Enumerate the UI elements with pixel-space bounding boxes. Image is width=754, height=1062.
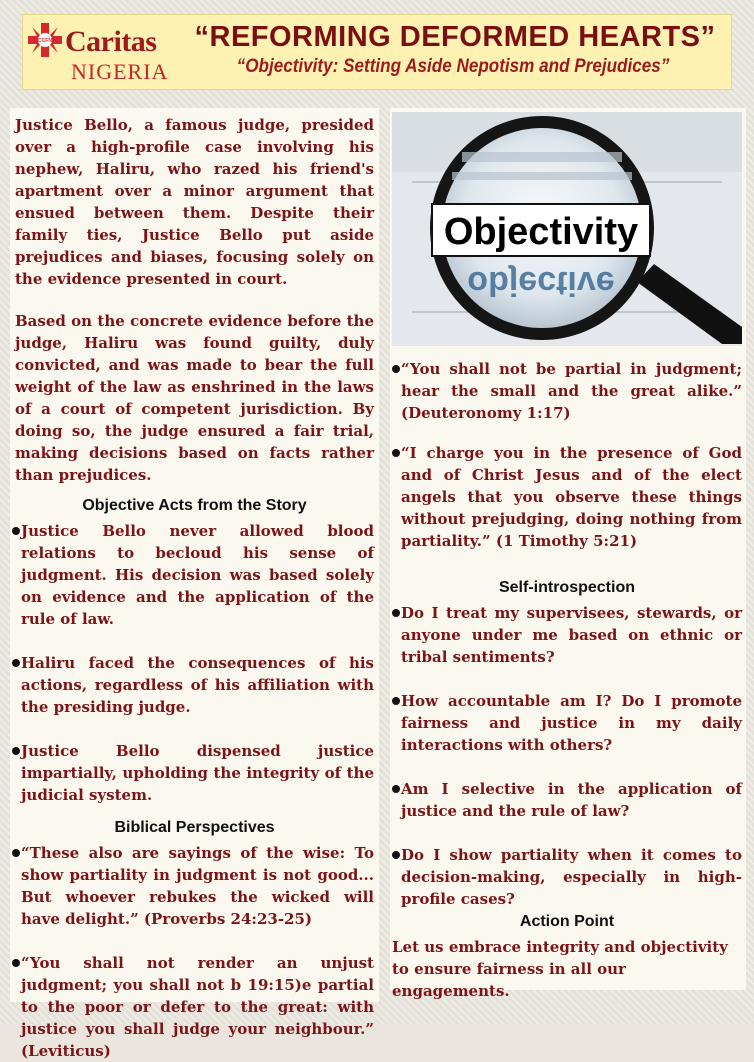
biblical-perspectives-list: [15, 842, 374, 1062]
image-word: Objectivity: [443, 211, 639, 253]
org-country: NIGERIA: [71, 59, 169, 84]
right-column: [390, 108, 746, 1000]
list-item: “You shall not be partial in judgment; hear the small and the great alike.” (Deuteronomy 1:17): [401, 358, 742, 424]
magnifying-glass-image: [392, 112, 742, 346]
page-subtitle: “Objectivity: Setting Aside Nepotism and Prejudices”: [236, 56, 670, 77]
action-point-text: Let us embrace integrity and objectivity to ensure fairness in all our engagements.: [392, 938, 728, 1000]
caritas-logo-icon: [28, 23, 62, 57]
bullet-icon: [12, 849, 20, 857]
page-title: “REFORMING DEFORMED HEARTS”: [194, 21, 716, 53]
story-paragraph: Based on the concrete evidence before the judge, Haliru was found guilty, duly convicted, and was made to bear the full weight of the law as enshrined in the laws of a court of competent jurisdiction. By doing so, the judge ensured a fair trial, making decisions based on facts rather than prejudices.: [15, 312, 374, 484]
list-item: Justice Bello never allowed blood relations to becloud his sense of judgment. His decision was based solely on evidence and the application of the rule of law.: [21, 520, 374, 630]
bullet-icon: [12, 747, 20, 755]
bullet-icon: [392, 609, 400, 617]
bullet-icon: [392, 851, 400, 859]
header-banner: [22, 14, 732, 90]
list-item: “These also are sayings of the wise: To show partiality in judgment is not good... But whoever rebukes the wicked will have delight.” (Proverbs 24:23-25): [21, 842, 374, 930]
objective-acts-list: [15, 520, 374, 806]
story-paragraph: Justice Bello, a famous judge, presided over a high-profile case involving his nephew, Haliru, who razed his friend's apartment over a minor argument that ensued between them. Despite their family ties, Justice Bello put aside prejudices and biases, focusing solely on the evidence presented in court.: [15, 116, 374, 288]
list-item: How accountable am I? Do I promote fairness and justice in my daily interactions with others?: [401, 690, 742, 756]
magnifier-icon: [392, 112, 742, 346]
list-item: Justice Bello dispensed justice impartially, upholding the integrity of the judicial system.: [21, 740, 374, 806]
bullet-icon: [392, 785, 400, 793]
list-item: “I charge you in the presence of God and of Christ Jesus and of the elect angels that you observe these things without prejudging, doing nothing from partiality.” (1 Timothy 5:21): [401, 442, 742, 552]
bullet-icon: [392, 365, 400, 373]
list-item: Do I show partiality when it comes to decision-making, especially in high-profile cases?: [401, 844, 742, 910]
action-point-heading: Action Point: [519, 913, 615, 930]
left-column: [10, 108, 379, 1060]
self-introspection-heading: Self-introspection: [498, 579, 635, 596]
list-item: Do I treat my supervisees, stewards, or anyone under me based on ethnic or tribal sentiments?: [401, 602, 742, 668]
biblical-perspectives-heading: Biblical Perspectives: [114, 819, 275, 836]
bullet-icon: [12, 659, 20, 667]
self-introspection-list: [392, 602, 742, 910]
scripture-quotes-list: [392, 358, 742, 552]
logo-badge-text: CCFN: [38, 38, 52, 44]
org-name: Caritas: [65, 25, 157, 58]
list-item: Haliru faced the consequences of his actions, regardless of his affiliation with the presiding judge.: [21, 652, 374, 718]
bullet-icon: [12, 527, 20, 535]
bullet-icon: [12, 959, 20, 967]
bullet-icon: [392, 449, 400, 457]
bullet-icon: [392, 697, 400, 705]
list-item: “You shall not render an unjust judgment; you shall not b 19:15)e partial to the poor or defer to the great: with justice you shall judge your neighbour.” (Leviticus): [21, 952, 374, 1062]
objective-acts-heading: Objective Acts from the Story: [82, 497, 307, 514]
image-word-reflection: objective: [467, 264, 615, 302]
list-item: Am I selective in the application of justice and the rule of law?: [401, 778, 742, 822]
